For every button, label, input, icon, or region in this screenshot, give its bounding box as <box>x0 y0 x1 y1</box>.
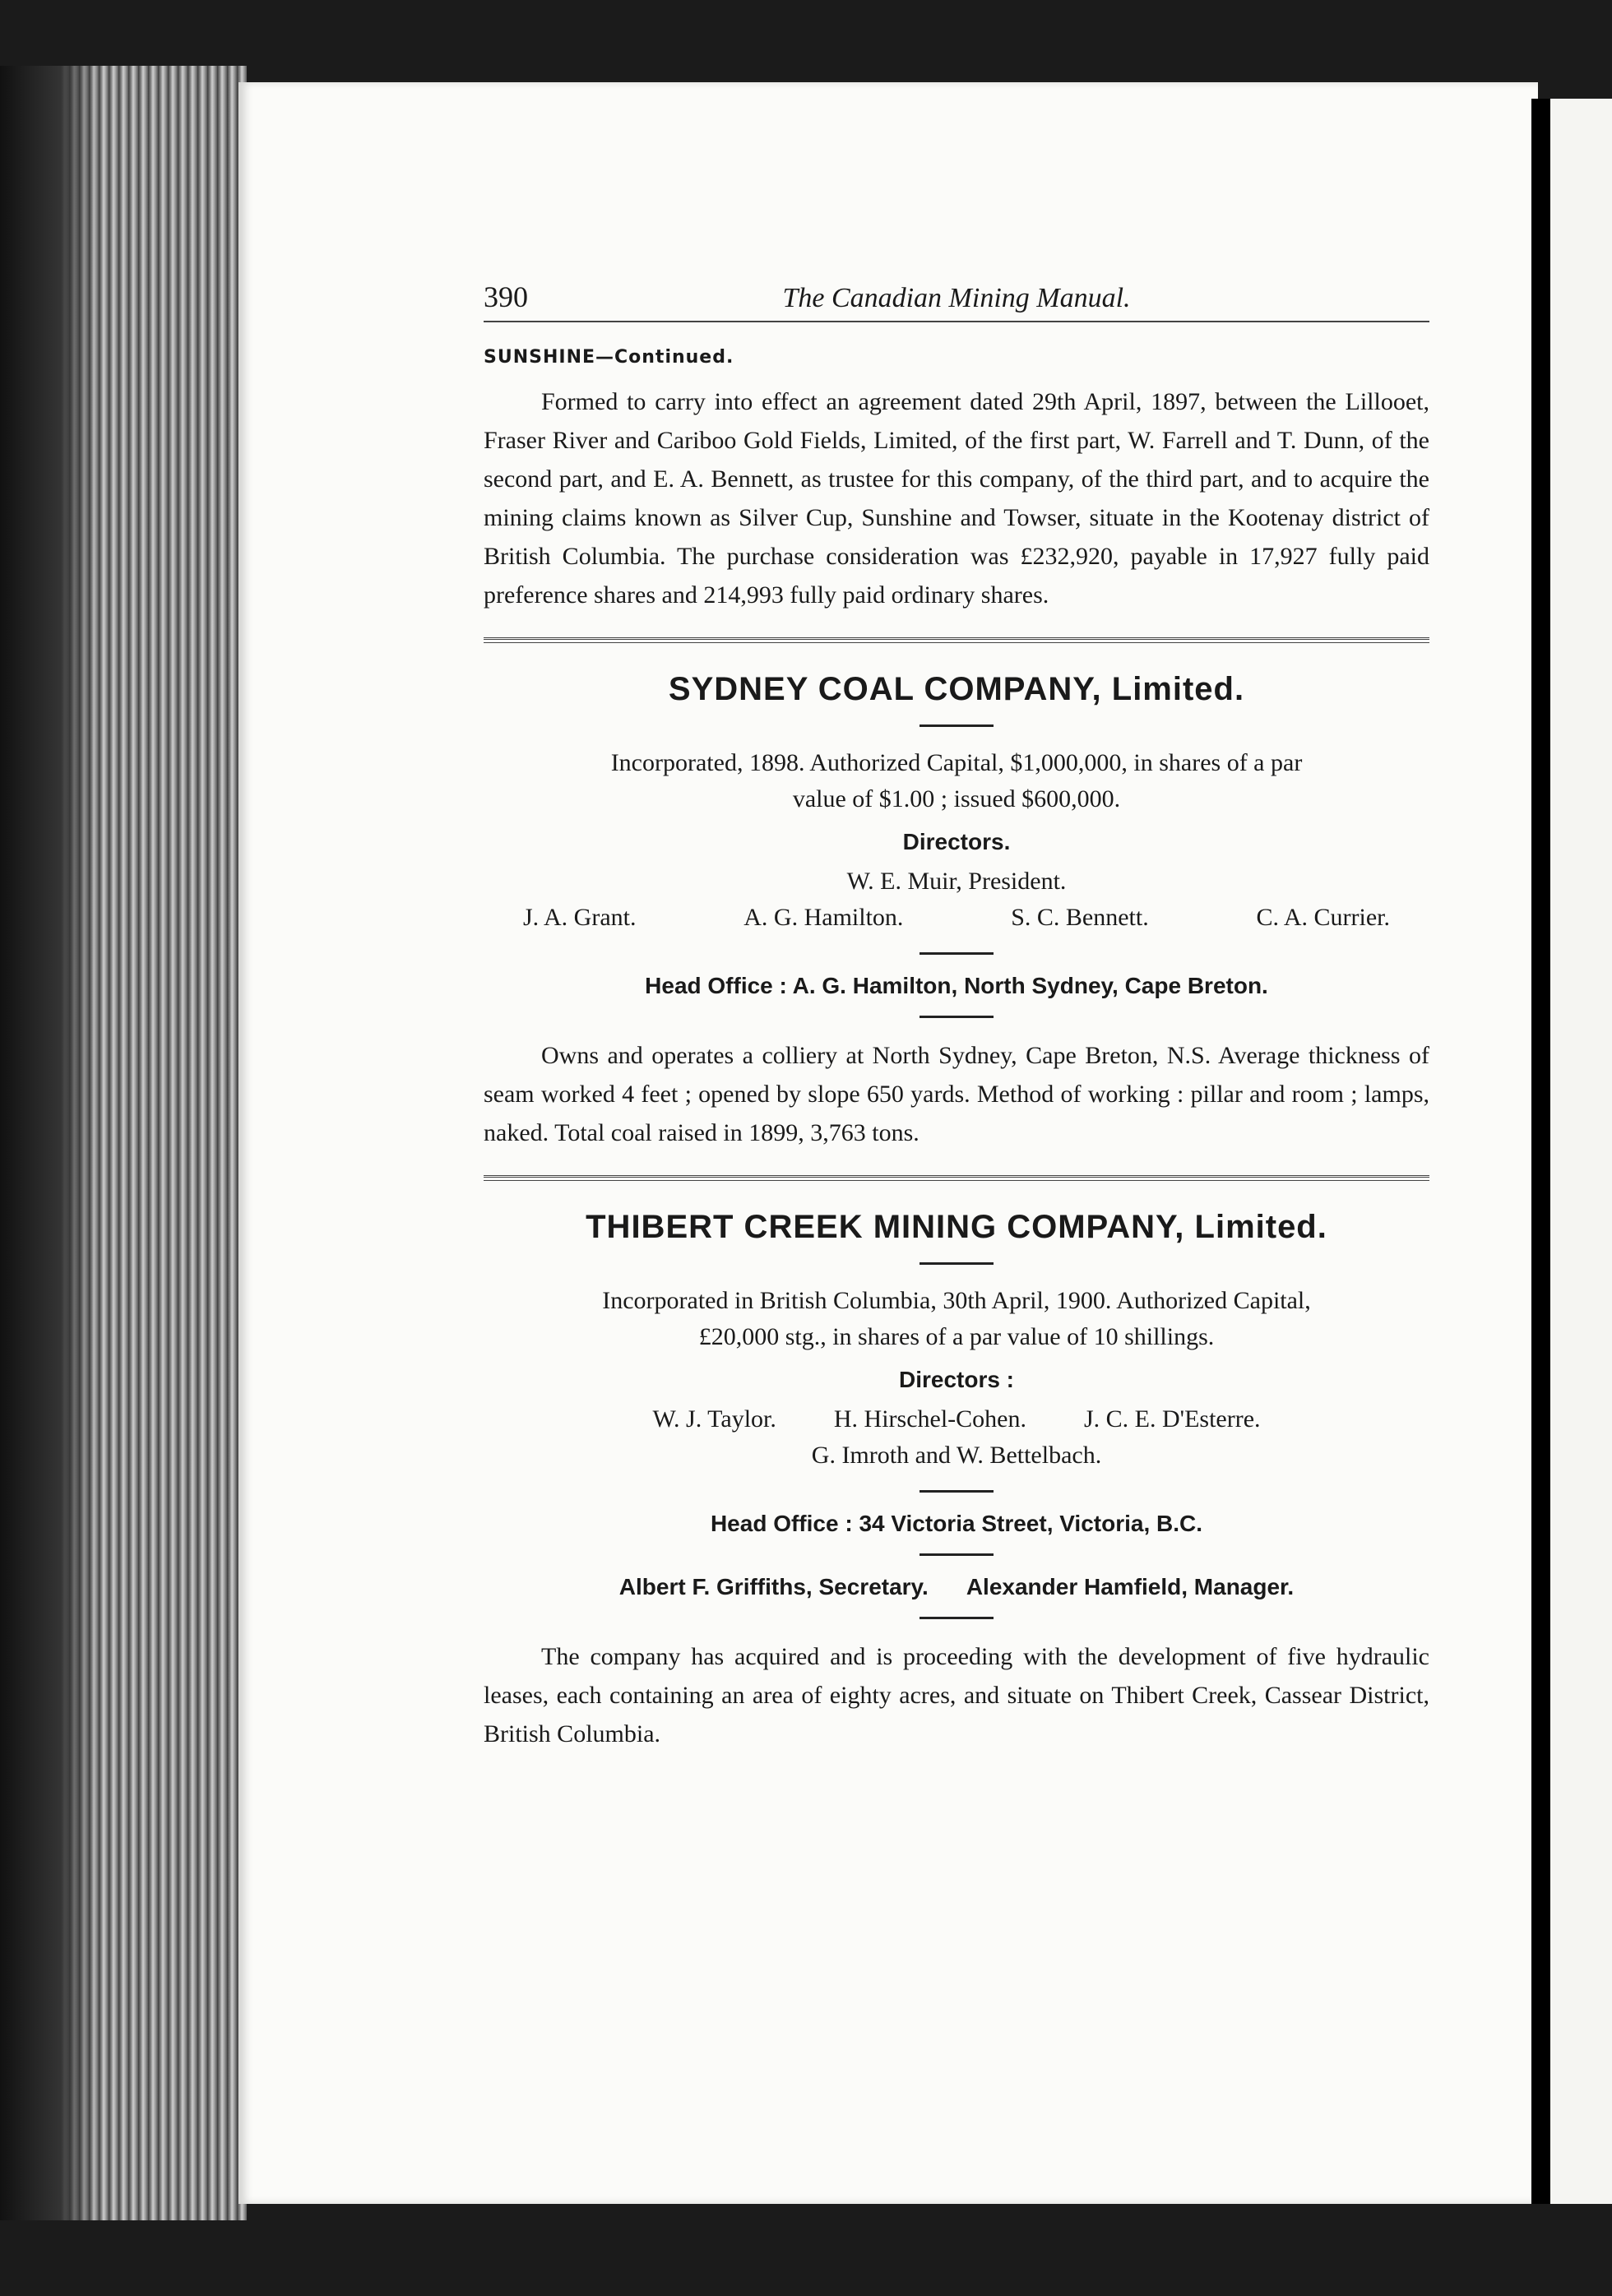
head-office-value: 34 Victoria Street, Victoria, B.C. <box>859 1511 1203 1536</box>
head-office-value: A. G. Hamilton, North Sydney, Cape Breton. <box>792 973 1268 998</box>
thibert-incorporation-line-2: £20,000 stg., in shares of a par value of 10 shillings. <box>698 1323 1215 1350</box>
thibert-directors-row-2: G. Imroth and W. Bettelbach. <box>811 1442 1102 1469</box>
page-content <box>484 271 1429 1753</box>
director-name: J. A. Grant. <box>523 904 637 931</box>
short-rule <box>919 952 994 955</box>
thibert-incorporation-line-1: Incorporated in British Columbia, 30th April, 1900. Authorized Capital, <box>602 1287 1311 1314</box>
thibert-company-title: THIBERT CREEK MINING COMPANY, Limited. <box>586 1209 1327 1245</box>
sydney-directors-list <box>484 900 1429 936</box>
secretary: Albert F. Griffiths, Secretary. <box>618 1574 929 1599</box>
page-number: 390 <box>484 280 528 313</box>
short-rule <box>919 1617 994 1619</box>
sunshine-continued-label: SUNSHINE—Continued. <box>484 347 734 368</box>
thibert-paragraph: The company has acquired and is proceeding with the development of five hydraulic leases, each containing an area of eighty acres, and situate on Thibert Creek, Cassear District, British Columbia. <box>484 1643 1429 1747</box>
director-name: S. C. Bennett. <box>1011 904 1149 931</box>
thibert-head-office <box>484 1511 1429 1537</box>
sydney-directors-heading: Directors. <box>902 829 1011 854</box>
director-name: W. J. Taylor. <box>652 1405 776 1433</box>
sydney-company-title: SYDNEY COAL COMPANY, Limited. <box>668 671 1245 707</box>
thibert-directors-row-1 <box>484 1401 1429 1437</box>
short-rule <box>919 1490 994 1493</box>
director-name: A. G. Hamilton. <box>743 904 904 931</box>
book-edge-shadow <box>0 66 99 2220</box>
sydney-paragraph: Owns and operates a colliery at North Sydney, Cape Breton, N.S. Average thickness of seam worked 4 feet ; opened by slope 650 yards. Method of working : pillar and room ; lamps, naked. Total coal raised in 1899, 3,763 tons. <box>484 1042 1429 1146</box>
running-title: The Canadian Mining Manual. <box>782 283 1131 313</box>
director-name: H. Hirschel-Cohen. <box>833 1405 1026 1433</box>
short-rule <box>919 1016 994 1018</box>
sydney-president: W. E. Muir, President. <box>846 868 1067 895</box>
thibert-directors-heading: Directors : <box>898 1367 1015 1392</box>
short-rule <box>919 1553 994 1556</box>
head-office-label: Head Office : <box>710 1511 853 1536</box>
manager: Alexander Hamfield, Manager. <box>966 1574 1295 1599</box>
sunshine-paragraph: Formed to carry into effect an agreement dated 29th April, 1897, between the Lillooet, Fraser River and Cariboo Gold Fields, Limited, of the first part, W. Farrell and T. Dunn, of the second part, and E. A. Bennett, as trustee for this company, of the third part, and to acquire the mining claims known as Silver Cup, Sunshine and Towser, situate in the Kootenay district of British Columbia. The purchase consideration was £232,920, payable in 17,927 fully paid preference shares and 214,993 fully paid ordinary shares. <box>484 388 1429 609</box>
short-rule <box>919 1262 994 1265</box>
running-head <box>484 271 1429 322</box>
head-office-label: Head Office : <box>645 973 787 998</box>
section-divider <box>484 637 1429 643</box>
sydney-incorporation-line-1: Incorporated, 1898. Authorized Capital, $1,000,000, in shares of a par <box>610 749 1303 776</box>
thibert-officers <box>484 1574 1429 1600</box>
section-divider <box>484 1175 1429 1181</box>
short-rule <box>919 724 994 727</box>
sydney-head-office <box>484 973 1429 999</box>
director-name: J. C. E. D'Esterre. <box>1084 1405 1261 1433</box>
sydney-incorporation-line-2: value of $1.00 ; issued $600,000. <box>792 785 1121 812</box>
facing-page <box>1550 99 1612 2204</box>
director-name: C. A. Currier. <box>1256 904 1390 931</box>
